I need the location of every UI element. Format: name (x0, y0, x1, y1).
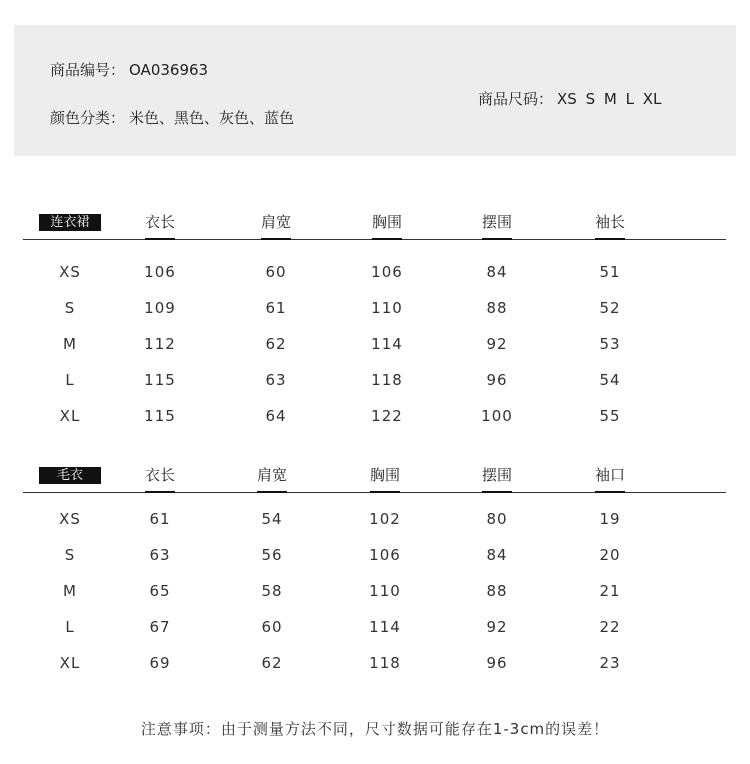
size-cell: M (63, 335, 77, 353)
column-header: 肩宽 (242, 464, 302, 486)
value-cell: 110 (369, 582, 401, 600)
value-cell: 61 (149, 510, 171, 528)
size-cell: S (64, 299, 76, 317)
column-header: 袖长 (580, 211, 640, 233)
value-cell: 62 (265, 335, 287, 353)
table-row (23, 645, 726, 681)
value-cell: 60 (265, 263, 287, 281)
item-number-label: 商品编号： (50, 61, 126, 79)
value-cell: 102 (369, 510, 401, 528)
value-cell: 21 (599, 582, 621, 600)
value-cell: 64 (265, 407, 287, 425)
value-cell: 114 (369, 618, 401, 636)
product-info-panel (14, 25, 736, 156)
table-row (23, 398, 726, 434)
table-header (23, 211, 726, 240)
value-cell: 110 (371, 299, 403, 317)
column-header: 衣长 (130, 464, 190, 486)
value-cell: 92 (486, 618, 508, 636)
column-header: 胸围 (357, 211, 417, 233)
value-cell: 22 (599, 618, 621, 636)
value-cell: 63 (149, 546, 171, 564)
table-row (23, 362, 726, 398)
value-cell: 54 (261, 510, 283, 528)
column-header: 衣长 (130, 211, 190, 233)
table-header (23, 464, 726, 493)
value-cell: 115 (144, 371, 176, 389)
value-cell: 112 (144, 335, 176, 353)
value-cell: 19 (599, 510, 621, 528)
column-header: 肩宽 (246, 211, 306, 233)
column-header: 摆围 (467, 211, 527, 233)
table-row (23, 290, 726, 326)
value-cell: 88 (486, 299, 508, 317)
table-row (23, 537, 726, 573)
value-cell: 96 (486, 654, 508, 672)
value-cell: 84 (486, 263, 508, 281)
table-row (23, 254, 726, 290)
value-cell: 92 (486, 335, 508, 353)
size-options-label: 商品尺码： (478, 90, 554, 108)
value-cell: 106 (369, 546, 401, 564)
value-cell: 69 (149, 654, 171, 672)
table-row (23, 326, 726, 362)
value-cell: 114 (371, 335, 403, 353)
value-cell: 63 (265, 371, 287, 389)
value-cell: 106 (144, 263, 176, 281)
size-options (478, 88, 661, 109)
value-cell: 56 (261, 546, 283, 564)
value-cell: 60 (261, 618, 283, 636)
table-row (23, 573, 726, 609)
item-number (50, 59, 208, 80)
value-cell: 109 (144, 299, 176, 317)
size-table-dress (23, 211, 726, 434)
value-cell: 23 (599, 654, 621, 672)
value-cell: 52 (599, 299, 621, 317)
category-tag: 毛衣 (39, 467, 101, 484)
value-cell: 106 (371, 263, 403, 281)
size-cell: L (65, 371, 75, 389)
size-cell: XL (59, 407, 81, 425)
column-header: 胸围 (355, 464, 415, 486)
value-cell: 61 (265, 299, 287, 317)
column-header: 摆围 (467, 464, 527, 486)
value-cell: 54 (599, 371, 621, 389)
value-cell: 115 (144, 407, 176, 425)
size-cell: XL (59, 654, 81, 672)
size-options-value: XS S M L XL (557, 90, 662, 108)
value-cell: 67 (149, 618, 171, 636)
value-cell: 122 (371, 407, 403, 425)
value-cell: 55 (599, 407, 621, 425)
value-cell: 118 (371, 371, 403, 389)
size-table-sweater (23, 464, 726, 681)
value-cell: 80 (486, 510, 508, 528)
color-options-label: 颜色分类： (50, 109, 126, 127)
item-number-value: OA036963 (129, 61, 209, 79)
color-options-value: 米色、黑色、灰色、蓝色 (129, 109, 295, 127)
value-cell: 118 (369, 654, 401, 672)
value-cell: 51 (599, 263, 621, 281)
value-cell: 62 (261, 654, 283, 672)
column-header: 袖口 (580, 464, 640, 486)
value-cell: 88 (486, 582, 508, 600)
size-cell: L (65, 618, 75, 636)
value-cell: 96 (486, 371, 508, 389)
value-cell: 84 (486, 546, 508, 564)
size-cell: S (64, 546, 76, 564)
category-tag: 连衣裙 (39, 214, 101, 231)
size-cell: XS (59, 263, 81, 281)
value-cell: 20 (599, 546, 621, 564)
color-options (50, 107, 294, 128)
value-cell: 100 (481, 407, 513, 425)
value-cell: 58 (261, 582, 283, 600)
table-row (23, 609, 726, 645)
value-cell: 53 (599, 335, 621, 353)
table-row (23, 501, 726, 537)
measurement-note: 注意事项：由于测量方法不同，尺寸数据可能存在1-3cm的误差！ (140, 720, 610, 738)
value-cell: 65 (149, 582, 171, 600)
size-cell: XS (59, 510, 81, 528)
size-cell: M (63, 582, 77, 600)
